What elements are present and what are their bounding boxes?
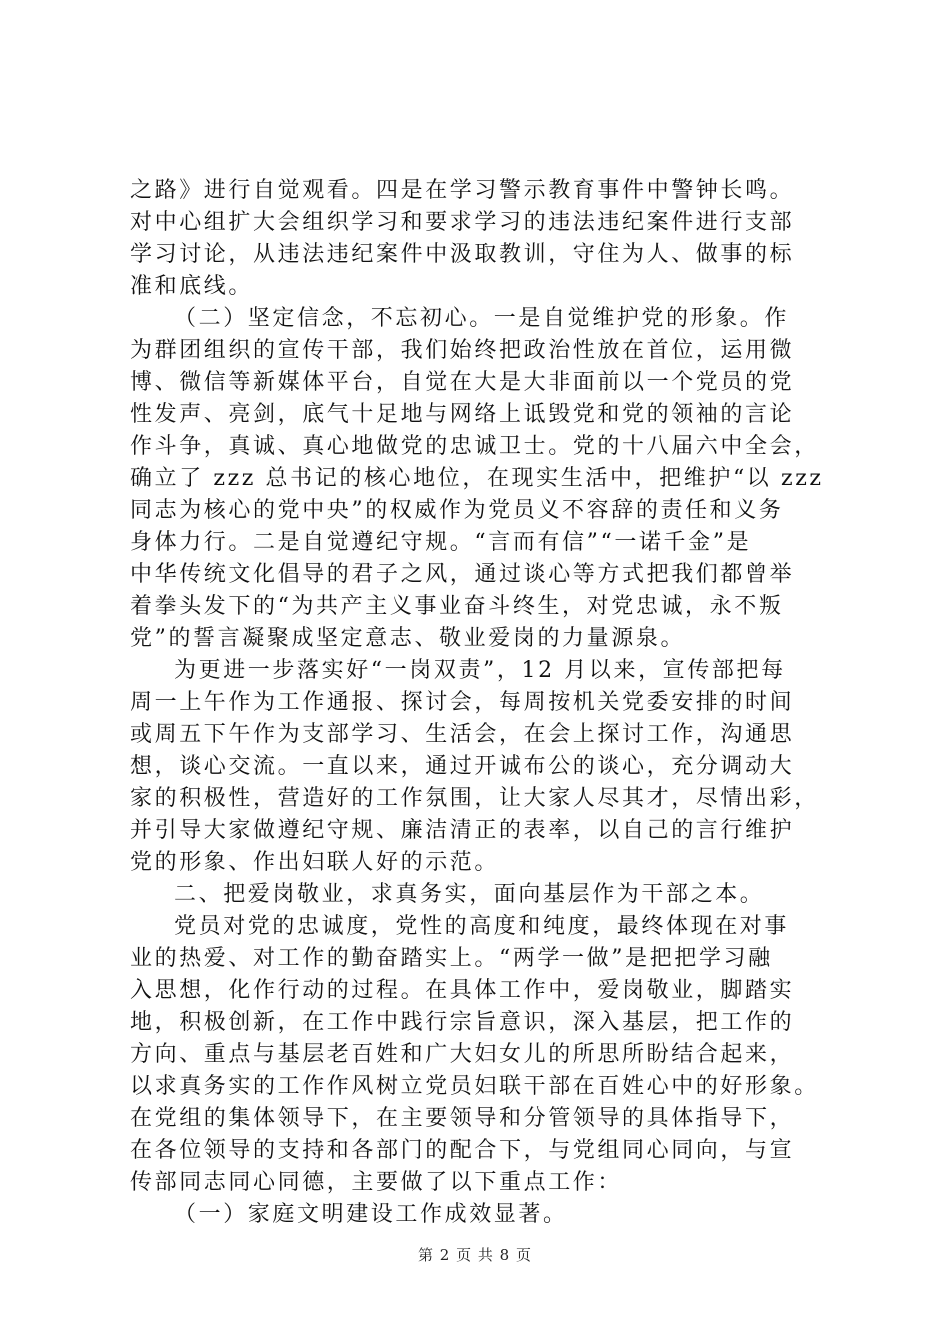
text-line: 作斗争，真诚、真心地做党的忠诚卫士。党的十八届六中全会， — [130, 434, 819, 459]
text-line: （二）坚定信念，不忘初心。一是自觉维护党的形象。作 — [174, 306, 790, 331]
text-line: 地，积极创新，在工作中践行宗旨意识，深入基层，把工作的 — [130, 1010, 795, 1035]
text-line: 确立了 zzz 总书记的核心地位，在现实生活中，把维护“以 zzz — [130, 466, 824, 491]
text-line: 家的积极性，营造好的工作氛围，让大家人尽其才，尽情出彩， — [130, 786, 819, 811]
text-line: 并引导大家做遵纪守规、廉洁清正的表率，以自己的言行维护 — [130, 818, 795, 843]
text-line: 周一上午作为工作通报、探讨会，每周按机关党委安排的时间 — [130, 690, 795, 715]
text-line: 为群团组织的宣传干部，我们始终把政治性放在首位，运用微 — [130, 338, 795, 363]
text-line: 或周五下午作为支部学习、生活会，在会上探讨工作，沟通思 — [130, 722, 795, 747]
text-line: 业的热爱、对工作的勤奋踏实上。“两学一做”是把把学习融 — [130, 946, 773, 971]
text-line: 准和底线。 — [130, 274, 254, 299]
subsection-heading: （一）家庭文明建设工作成效显著。 — [174, 1202, 568, 1227]
text-line: 党”的誓言凝聚成坚定意志、敬业爱岗的力量源泉。 — [130, 626, 686, 651]
text-line: 博、微信等新媒体平台，自觉在大是大非面前以一个党员的党 — [130, 370, 795, 395]
text-line: 在党组的集体领导下，在主要领导和分管领导的具体指导下， — [130, 1106, 795, 1131]
section-heading: 二、把爱岗敬业，求真务实，面向基层作为干部之本。 — [174, 882, 765, 907]
text-line: 身体力行。二是自觉遵纪守规。“言而有信”“一诺千金”是 — [130, 530, 752, 555]
text-line: 传部同志同心同德，主要做了以下重点工作： — [130, 1170, 623, 1195]
text-line: 为更进一步落实好“一岗双责”，12 月以来，宣传部把每 — [174, 658, 786, 683]
text-line: 在各位领导的支持和各部门的配合下，与党组同心同向，与宣 — [130, 1138, 795, 1163]
page-number: 第 2 页 共 8 页 — [418, 1246, 532, 1264]
text-line: 之路》进行自觉观看。四是在学习警示教育事件中警钟长鸣。 — [130, 178, 795, 203]
text-line: 同志为核心的党中央”的权威作为党员义不容辞的责任和义务 — [130, 498, 784, 523]
text-line: 着拳头发下的“为共产主义事业奋斗终生，对党忠诚，永不叛 — [130, 594, 784, 619]
text-line: 学习讨论，从违法违纪案件中汲取教训，守住为人、做事的标 — [130, 242, 795, 267]
text-line: 性发声、亮剑，底气十足地与网络上诋毁党和党的领袖的言论 — [130, 402, 795, 427]
text-line: 方向、重点与基层老百姓和广大妇女儿的所思所盼结合起来， — [130, 1042, 795, 1067]
document-body — [130, 175, 830, 1231]
text-line: 入思想，化作行动的过程。在具体工作中，爱岗敬业，脚踏实 — [130, 978, 795, 1003]
text-line: 党的形象、作出妇联人好的示范。 — [130, 850, 500, 875]
text-line: 以求真务实的工作作风树立党员妇联干部在百姓心中的好形象。 — [130, 1074, 819, 1099]
text-line: 对中心组扩大会组织学习和要求学习的违法违纪案件进行支部 — [130, 210, 795, 235]
text-line: 党员对党的忠诚度，党性的高度和纯度，最终体现在对事 — [174, 914, 790, 939]
text-line: 中华传统文化倡导的君子之风，通过谈心等方式把我们都曾举 — [130, 562, 795, 587]
text-line: 想，谈心交流。一直以来，通过开诚布公的谈心，充分调动大 — [130, 754, 795, 779]
